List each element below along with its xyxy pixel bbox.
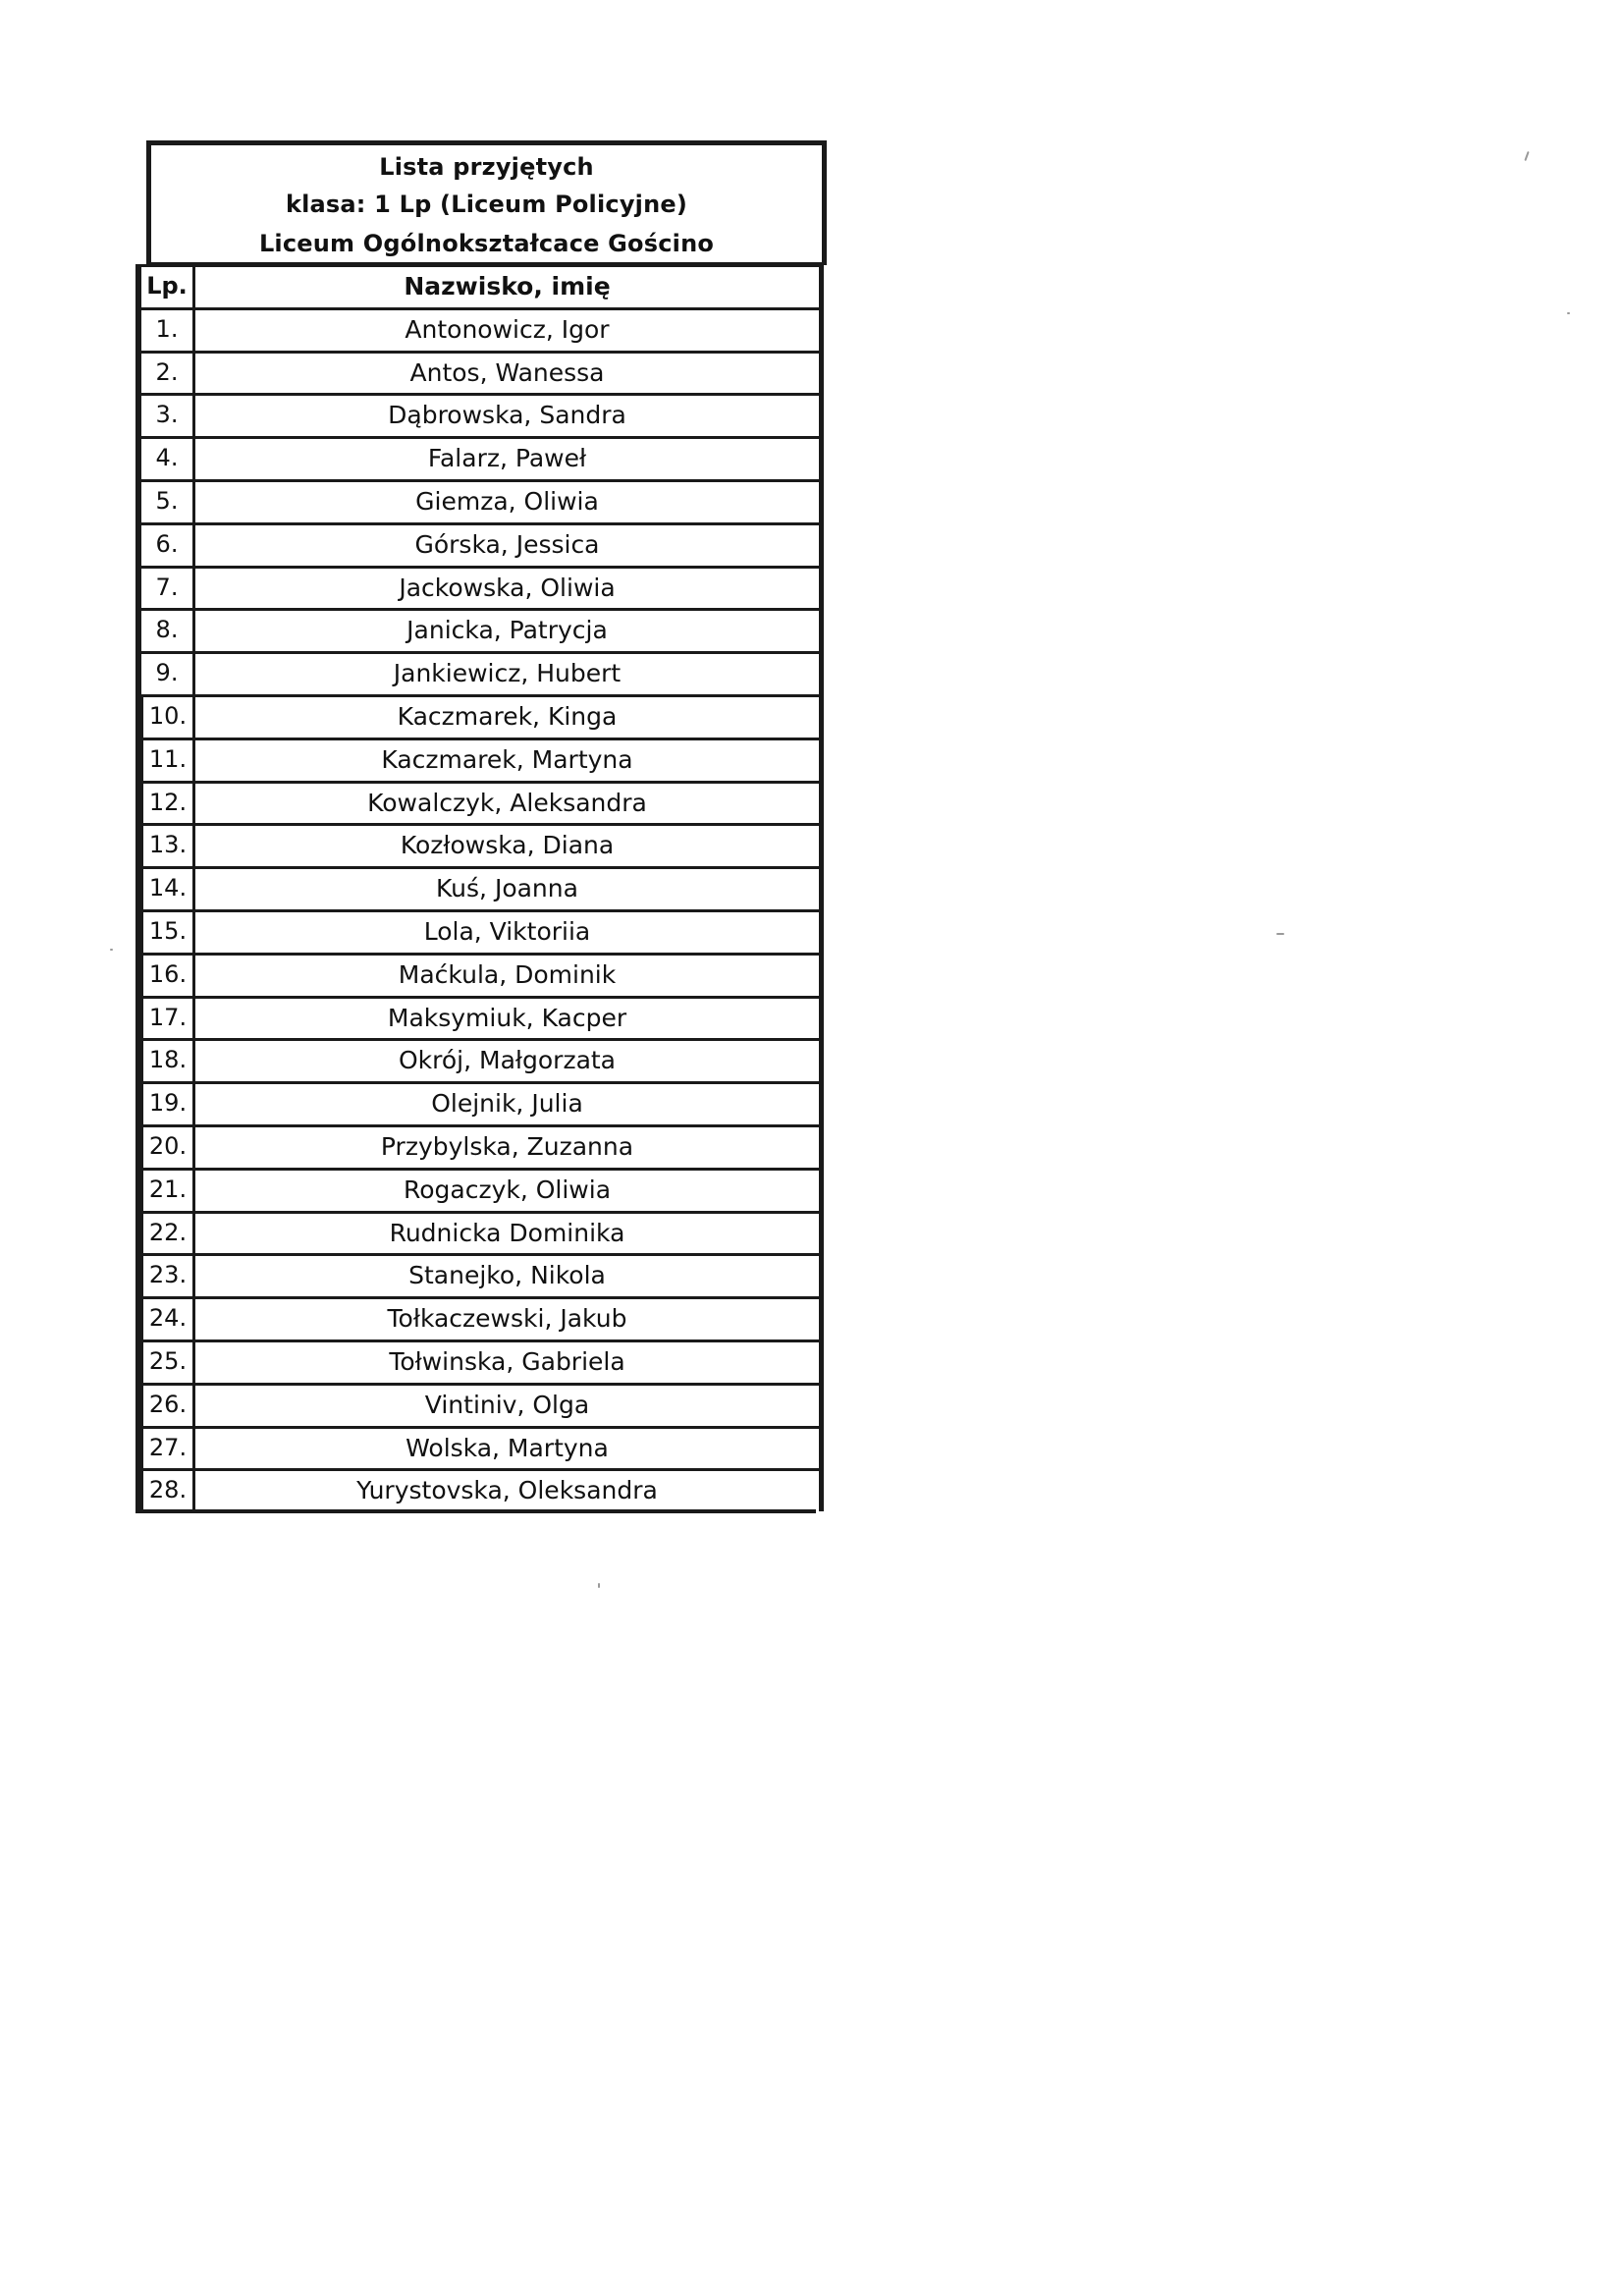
student-name: Kaczmarek, Martyna [195, 738, 824, 781]
table-row [135, 1383, 827, 1426]
row-number: 11. [135, 738, 195, 781]
table-row [135, 909, 827, 953]
student-name: Maksymiuk, Kacper [195, 996, 824, 1039]
column-header-name: Nazwisko, imię [195, 264, 824, 307]
table-row [135, 1124, 827, 1168]
scan-speck [598, 1583, 600, 1588]
list-title: Lista przyjętych [379, 153, 594, 181]
student-name: Tołkaczewski, Jakub [195, 1296, 824, 1339]
student-name: Rogaczyk, Oliwia [195, 1168, 824, 1211]
row-number: 1. [135, 307, 195, 351]
table-row [135, 781, 827, 824]
student-name: Kuś, Joanna [195, 866, 824, 909]
student-name: Falarz, Paweł [195, 436, 824, 479]
class-label: klasa: 1 Lp (Liceum Policyjne) [285, 191, 688, 218]
table-row [135, 522, 827, 566]
table-row [135, 1168, 827, 1211]
student-name: Kowalczyk, Aleksandra [195, 781, 824, 824]
student-name: Yurystovska, Oleksandra [195, 1468, 824, 1511]
row-number: 14. [135, 866, 195, 909]
student-name: Przybylska, Zuzanna [195, 1124, 824, 1168]
row-number: 25. [135, 1339, 195, 1383]
table-row [135, 651, 827, 694]
row-number: 8. [135, 608, 195, 651]
student-name: Olejnik, Julia [195, 1081, 824, 1124]
table-header-row [135, 264, 827, 307]
table-row [135, 393, 827, 436]
scan-speck [110, 949, 113, 951]
row-number: 7. [135, 566, 195, 609]
row-number: 9. [135, 651, 195, 694]
table-row [135, 307, 827, 351]
student-name: Kaczmarek, Kinga [195, 694, 824, 738]
scan-speck [1276, 933, 1284, 935]
row-number: 10. [135, 694, 195, 738]
table-row [135, 866, 827, 909]
table-row [135, 1468, 827, 1511]
student-name: Okrój, Małgorzata [195, 1038, 824, 1081]
student-name: Dąbrowska, Sandra [195, 393, 824, 436]
row-number: 24. [135, 1296, 195, 1339]
table-row [135, 1339, 827, 1383]
row-number: 27. [135, 1426, 195, 1469]
row-number: 5. [135, 479, 195, 522]
student-name: Jankiewicz, Hubert [195, 651, 824, 694]
student-name: Lola, Viktoriia [195, 909, 824, 953]
row-number: 28. [135, 1468, 195, 1511]
row-number: 18. [135, 1038, 195, 1081]
school-name: Liceum Ogólnokształcace Gościno [258, 230, 715, 257]
table-title-box [146, 140, 827, 265]
table-row [135, 1253, 827, 1296]
table-row [135, 1038, 827, 1081]
student-name: Vintiniv, Olga [195, 1383, 824, 1426]
row-number: 16. [135, 953, 195, 996]
row-number: 12. [135, 781, 195, 824]
table-row [135, 1426, 827, 1469]
student-name: Jackowska, Oliwia [195, 566, 824, 609]
table-row [135, 608, 827, 651]
student-name: Antos, Wanessa [195, 351, 824, 394]
row-number: 4. [135, 436, 195, 479]
row-number: 21. [135, 1168, 195, 1211]
row-number: 3. [135, 393, 195, 436]
table-row [135, 479, 827, 522]
row-number: 13. [135, 823, 195, 866]
table-row [135, 996, 827, 1039]
table-row [135, 1296, 827, 1339]
student-name: Janicka, Patrycja [195, 608, 824, 651]
table-row [135, 436, 827, 479]
row-number: 15. [135, 909, 195, 953]
student-name: Giemza, Oliwia [195, 479, 824, 522]
student-name: Kozłowska, Diana [195, 823, 824, 866]
student-name: Rudnicka Dominika [195, 1211, 824, 1254]
column-header-lp: Lp. [135, 264, 195, 307]
scan-speck [1567, 312, 1570, 314]
table-row [135, 1081, 827, 1124]
student-name: Stanejko, Nikola [195, 1253, 824, 1296]
scan-speck [1524, 151, 1529, 161]
row-number: 20. [135, 1124, 195, 1168]
student-name: Wolska, Martyna [195, 1426, 824, 1469]
student-name: Antonowicz, Igor [195, 307, 824, 351]
student-name: Maćkula, Dominik [195, 953, 824, 996]
table-row [135, 566, 827, 609]
table-row [135, 823, 827, 866]
table-row [135, 738, 827, 781]
row-number: 6. [135, 522, 195, 566]
student-name: Tołwinska, Gabriela [195, 1339, 824, 1383]
row-number: 19. [135, 1081, 195, 1124]
row-number: 22. [135, 1211, 195, 1254]
row-number: 2. [135, 351, 195, 394]
table-bottom-border [135, 1509, 816, 1513]
student-name: Górska, Jessica [195, 522, 824, 566]
row-number: 26. [135, 1383, 195, 1426]
row-number: 23. [135, 1253, 195, 1296]
row-number: 17. [135, 996, 195, 1039]
table-row [135, 1211, 827, 1254]
table-row [135, 351, 827, 394]
table-row [135, 694, 827, 738]
table-row [135, 953, 827, 996]
